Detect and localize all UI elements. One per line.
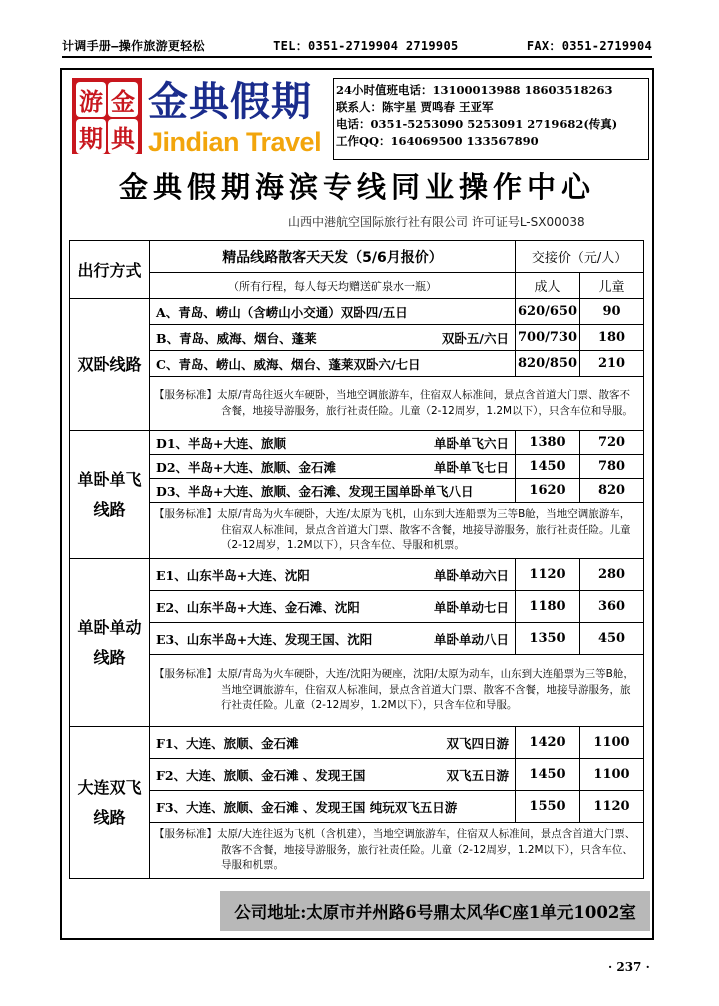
route-row: D2、半岛+大连、旅顺、金石滩 单卧单飞七日 [150,455,516,479]
adult-price: 1620 [516,479,580,503]
phone: 电话：0351-5253090 5253091 2719682(传真) [336,117,618,131]
top-bar-fax: FAX：0351-2719904 [526,38,652,53]
adult-price: 620/650 [516,299,580,325]
qq: 工作QQ：164069500 133567890 [336,134,539,148]
company-address: 公司地址:太原市并州路6号鼎太风华C座1单元1002室 [220,891,650,931]
header-adult: 成人 [516,273,580,299]
child-price: 720 [580,431,644,455]
adult-price: 1420 [516,727,580,759]
seal-char: 典 [108,119,138,154]
contact-info [336,82,646,150]
route-row: F2、大连、旅顺、金石滩 、发现王国 双飞五日游 [150,759,516,791]
child-price: 780 [580,455,644,479]
adult-price: 1180 [516,591,580,623]
child-price: 1100 [580,759,644,791]
top-divider [62,56,652,58]
route-row: D1、半岛+大连、旅顺 单卧单飞六日 [150,431,516,455]
page-number: · 237 · [608,960,650,974]
contact-persons: 联系人：陈宇星 贾鸣春 王亚军 [336,100,494,114]
brand-name-cn: 金典假期 [148,79,312,125]
category-double-sleeper: 双卧线路 [70,299,150,431]
route-row: E3、山东半岛+大连、发现王国、沈阳 单卧单动八日 [150,623,516,655]
child-price: 820 [580,479,644,503]
seal-char: 游 [76,82,106,117]
child-price: 280 [580,559,644,591]
adult-price: 1450 [516,759,580,791]
company-license: 山西中港航空国际旅行社有限公司 许可证号L-SX00038 [288,215,585,229]
adult-price: 1380 [516,431,580,455]
adult-price: 1550 [516,791,580,823]
hotline: 24小时值班电话：13100013988 18603518263 [336,83,613,97]
header-child: 儿童 [580,273,644,299]
service-standard: 【服务标准】太原/大连往返为飞机（含机建），当地空调旅游车，住宿双人标准间，景点含首道大门票、散客不含餐，地接导游服务，旅行社责任险。儿童（2-12周岁，1.2M以下），只含车位、导服和机票。 [150,823,644,879]
route-row: A、青岛、崂山（含崂山小交通）双卧四/五日 [150,299,516,325]
logo-seal [72,78,142,154]
top-bar-tel: TEL：0351-2719904 2719905 [273,38,459,53]
route-row: E1、山东半岛+大连、沈阳 单卧单动六日 [150,559,516,591]
category-sleeper-flight: 单卧单飞线路 [70,431,150,559]
child-price: 180 [580,325,644,351]
seal-char: 期 [76,119,106,154]
child-price: 1120 [580,791,644,823]
adult-price: 700/730 [516,325,580,351]
service-standard: 【服务标准】太原/青岛为火车硬卧，大连/沈阳为硬座，沈阳/太原为动车，山东到大连船票为三等B舱，当地空调旅游车，住宿双人标准间，景点含首道大门票、散客不含餐，地接导游服务，旅行社责任险。儿童（2-12周岁，1.2M以下），只含车位和导服。 [150,655,644,727]
page-title: 金典假期海滨专线同业操作中心 [118,170,595,204]
category-sleeper-train: 单卧单动线路 [70,559,150,727]
child-price: 90 [580,299,644,325]
adult-price: 1450 [516,455,580,479]
category-dalian-flight: 大连双飞线路 [70,727,150,879]
header-price: 交接价（元/人） [516,241,644,273]
seal-char: 金 [108,82,138,117]
child-price: 450 [580,623,644,655]
route-row: B、青岛、威海、烟台、蓬莱 双卧五/六日 [150,325,516,351]
route-row: C、青岛、崂山、威海、烟台、蓬莱双卧六/七日 [150,351,516,377]
route-row: F1、大连、旅顺、金石滩 双飞四日游 [150,727,516,759]
child-price: 210 [580,351,644,377]
adult-price: 1350 [516,623,580,655]
header-title: 精品线路散客天天发（5/6月报价） [150,241,516,273]
route-row: D3、半岛+大连、旅顺、金石滩、发现王国单卧单飞八日 [150,479,516,503]
adult-price: 820/850 [516,351,580,377]
child-price: 360 [580,591,644,623]
top-bar-slogan: 计调手册—操作旅游更轻松 [62,38,205,53]
route-row: E2、山东半岛+大连、金石滩、沈阳 单卧单动七日 [150,591,516,623]
header-mode: 出行方式 [70,241,150,299]
route-row: F3、大连、旅顺、金石滩 、发现王国 纯玩双飞五日游 [150,791,516,823]
adult-price: 1120 [516,559,580,591]
top-bar [62,35,652,55]
brand-name-en: Jindian Travel [148,127,322,157]
header-subtitle: （所有行程，每人每天均赠送矿泉水一瓶） [150,273,516,299]
service-standard: 【服务标准】太原/青岛为火车硬卧，大连/太原为飞机，山东到大连船票为三等B舱，当地空调旅游车，住宿双人标准间，景点含首道大门票、散客不含餐，地接导游服务，旅行社责任险。儿童（2-12周岁，1.2M以下），只含车位、导服和机票。 [150,503,644,559]
service-standard: 【服务标准】太原/青岛往返火车硬卧，当地空调旅游车，住宿双人标准间，景点含首道大门票、散客不含餐，地接导游服务，旅行社责任险。儿童（2-12周岁，1.2M以下），只含车位和导服。 [150,377,644,431]
route-table [69,240,644,879]
child-price: 1100 [580,727,644,759]
